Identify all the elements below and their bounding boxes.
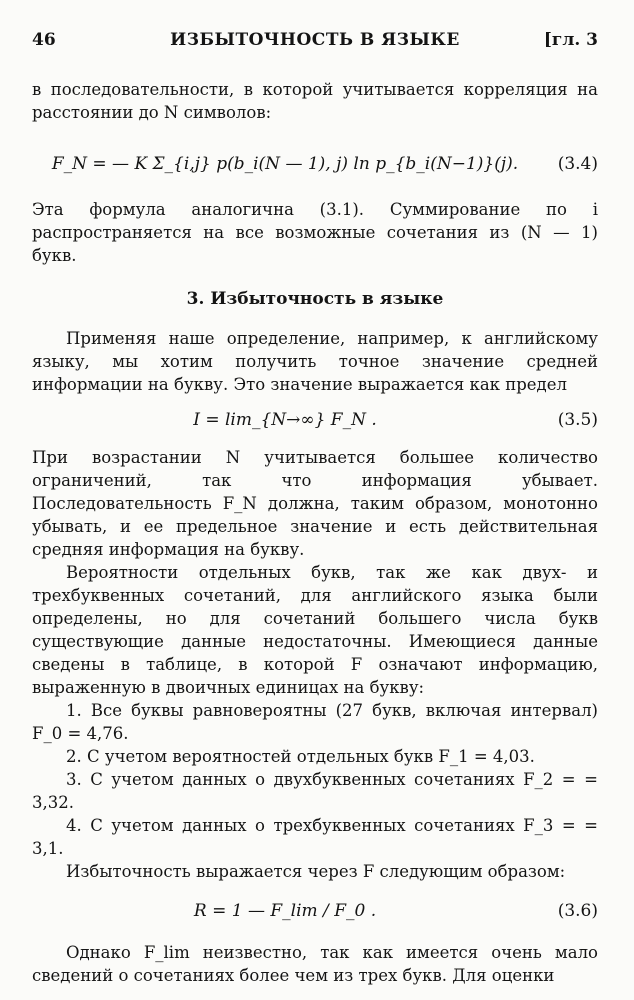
paragraph: Вероятности отдельных букв, так же как двух- и трехбуквенных сочетаний, для английского языка были определены, но для сочетаний большего числа букв существующие данные недостаточны. Имеющиеся данные сведены в таблице, в которой F означают информацию, выраженную в двоичных единицах на букву: — [32, 563, 598, 697]
equation-3-5 — [32, 396, 598, 446]
running-title: ИЗБЫТОЧНОСТЬ В ЯЗЫКЕ — [170, 30, 460, 50]
equation-number: (3.5) — [557, 410, 598, 430]
equation-number: (3.6) — [557, 901, 598, 921]
book-page — [32, 30, 598, 987]
list-item: 4. С учетом данных о трехбуквенных сочетаниях F_3 = = 3,1. — [32, 816, 598, 858]
page-number: 46 — [32, 30, 56, 50]
formula-body: I = lim_{N→∞} F_N . — [193, 410, 377, 430]
paragraph: Эта формула аналогична (3.1). Суммирование по i распространяется на все возможные сочетания из (N — 1) букв. — [32, 200, 598, 265]
paragraph: в последовательности, в которой учитывается корреляция на расстоянии до N символов: — [32, 80, 598, 122]
paragraph: Однако F_lim неизвестно, так как имеется очень мало сведений о сочетаниях более чем из трех букв. Для оценки — [32, 943, 598, 985]
paragraph: Применяя наше определение, например, к английскому языку, мы хотим получить точное значение средней информации на букву. Это значение выражается как предел — [32, 329, 598, 394]
paragraph: Избыточность выражается через F следующим образом: — [66, 862, 566, 881]
page-header — [32, 30, 598, 54]
paragraph: При возрастании N учитывается большее количество ограничений, так что информация убывает. Последовательность F_N должна, таким образом, монотонно убывать, и ее предельное значение и есть действительная средняя информация на букву. — [32, 448, 598, 559]
info-list — [32, 699, 598, 860]
list-item: 3. С учетом данных о двухбуквенных сочетаниях F_2 = = 3,32. — [32, 770, 598, 812]
chapter-label: [гл. 3 — [543, 30, 598, 50]
equation-3-6 — [32, 883, 598, 941]
formula-body: F_N = — K Σ_{i,j} p(b_i(N — 1), j) ln p_{b_i(N−1)}(j). — [51, 154, 519, 174]
list-item: 1. Все буквы равновероятны (27 букв, включая интервал) F_0 = 4,76. — [32, 701, 598, 743]
equation-3-4 — [32, 134, 598, 198]
section-title: 3. Избыточность в языке — [186, 289, 444, 309]
list-item: 2. С учетом вероятностей отдельных букв F_1 = 4,03. — [66, 747, 535, 766]
equation-number: (3.4) — [557, 154, 598, 174]
formula-body: R = 1 — F_lim / F_0 . — [193, 901, 377, 921]
